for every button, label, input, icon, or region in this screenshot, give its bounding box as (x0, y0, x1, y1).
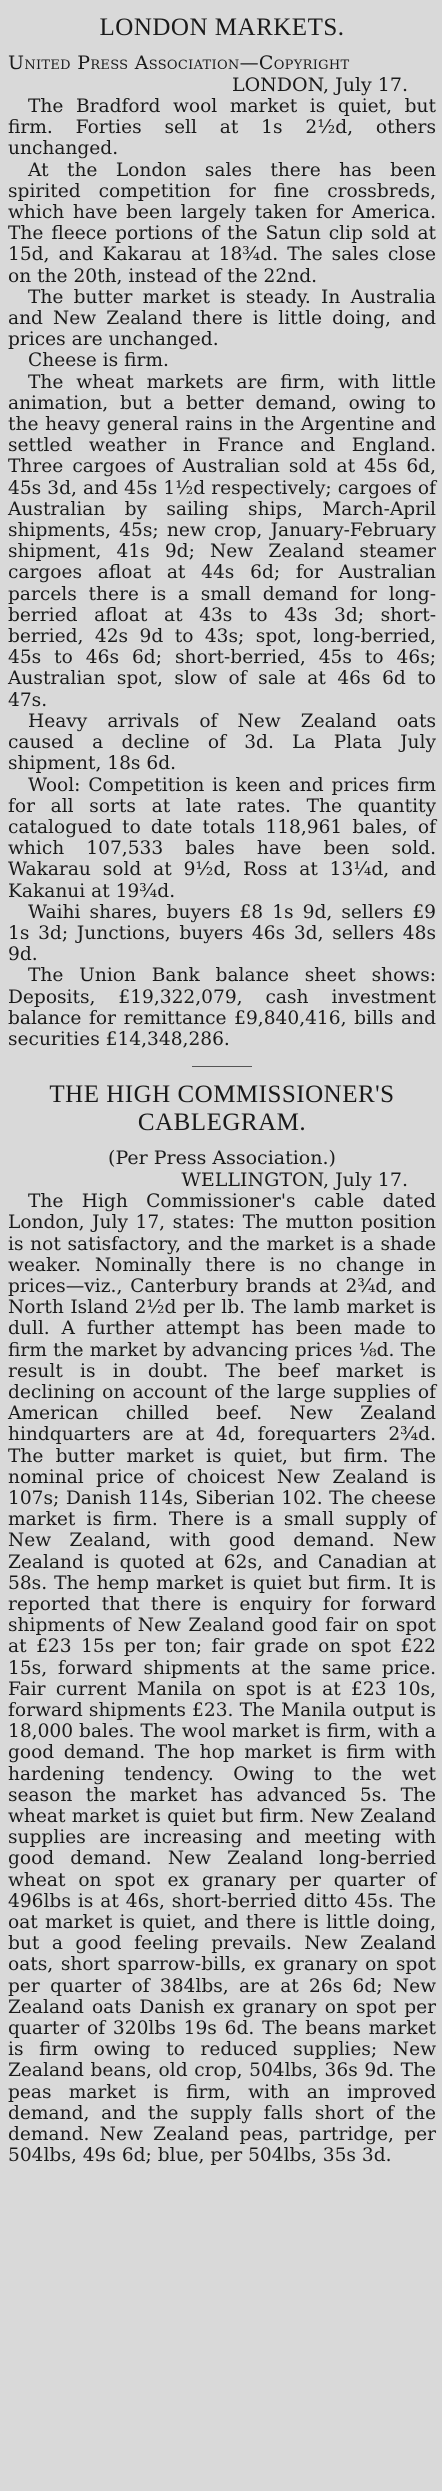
dateline: WELLINGTON, July 17. (181, 1169, 408, 1192)
article-title: LONDON MARKETS. (99, 14, 345, 41)
paragraph: The wheat markets are firm, with little animation, but a better demand, owing to the heavy general rains in the Argentine and settled weather in France and England. Three cargoes of Australian sold at 45s 6d, 45s 3d, and 45s 1½d respectively; cargoes of Australian by sailing ships, March-April shipments, 45s; new crop, January-February shipment, 41s 9d; New Zealand steamer cargoes afloat at 44s 6d; for Australian parcels there is a small demand for long-berried afloat at 43s to 43s 3d; short-berried, 42s 9d to 43s; spot, long-berried, 45s to 46s 6d; short-berried, 45s to 46s; Australian spot, slow of sale at 46s 6d to 47s. (8, 371, 436, 711)
paragraph: Cheese is firm. (28, 350, 169, 372)
paragraph: The butter market is steady. In Australia and New Zealand there is little doing, and prices are unchanged. (8, 286, 436, 351)
section-divider (192, 1066, 252, 1067)
paragraph: Wool: Competition is keen and prices firm for all sorts at late rates. The quantity catalogued to date totals 118,961 bales, of which 107,533 bales have been sold. Wakarau sold at 9½d, Ross at 13¼d, and Kakanui at 19¾d. (8, 774, 436, 902)
paragraph: The Bradford wool market is quiet, but firm. Forties sell at 1s 2½d, others unchanged. (8, 96, 436, 160)
paragraph: The High Commissioner's cable dated London, July 17, states: The mutton position is not satisfactory, and the market is a shade weaker. Nominally there is no change in prices—viz., Canterbury brands at 2¾d, and North Island 2½d per lb. The lamb market is dull. A further attempt has been made to firm the market by advancing prices ⅛d. The result is in doubt. The beef market is declining on account of the large supplies of American chilled beef. New Zealand hindquarters are at 4d, forequarters 2¾d. The butter market is quiet, but firm. The nominal price of choicest New Zealand is 107s; Danish 114s, Siberian 102. The cheese market is firm. There is a small supply of New Zealand, with good demand. New Zealand is quoted at 62s, and Canadian at 58s. The hemp market is quiet but firm. It is reported that there is enquiry for forward shipments of New Zealand good fair on spot at £23 15s per ton; fair grade on spot £22 15s, forward shipments at the same price. Fair current Manila on spot is at £23 10s, forward shipments £23. The Manila output is 18,000 bales. The wool market is firm, with a good demand. The hop market is firm with hardening tendency. Owing to the wet season the market has advanced 5s. The wheat market is quiet but firm. New Zealand supplies are increasing and meeting with good demand. New Zealand long-berried wheat on spot ex granary per quarter of 496lbs is at 46s, short-berried ditto 45s. The oat market is quiet, and there is little doing, but a good feeling prevails. New Zealand oats, short sparrow-bills, ex granary on spot per quarter of 384lbs, are at 26s 6d; New Zealand oats Danish ex granary on spot per quarter of 320lbs 19s 6d. The beans market is firm owing to reduced supplies; New Zealand beans, old crop, 504lbs, 36s 9d. The peas market is firm, with an improved demand, and the supply falls short of the demand. New Zealand peas, partridge, per 504lbs, 49s 6d; blue, per 504lbs, 35s 3d. (8, 1191, 436, 2167)
press-credit: United Press Association—Copyright (8, 52, 350, 74)
article-title-line2: CABLEGRAM. (137, 1109, 307, 1137)
article-high-commissioner (8, 1081, 436, 2166)
paragraph: Heavy arrivals of New Zealand oats caused a decline of 3d. La Plata July shipment, 18s 6d. (8, 710, 436, 775)
paragraph: Waihi shares, buyers £8 1s 9d, sellers £9 1s 3d; Junctions, buyers 46s 3d, sellers 48s 9d. (8, 901, 436, 966)
press-credit: (Per Press Association.) (108, 1147, 336, 1170)
article-london-markets (8, 14, 436, 1050)
paragraph: At the London sales there has been spirited competition for fine crossbreds, which have been largely taken for America. The fleece portions of the Satun clip sold at 15d, and Kakarau at 18¾d. The sales close on the 20th, instead of the 22nd. (8, 159, 436, 287)
dateline: LONDON, July 17. (231, 74, 408, 96)
article-title-line1: THE HIGH COMMISSIONER'S (49, 1081, 395, 1109)
paragraph: The Union Bank balance sheet shows: Deposits, £19,322,079, cash investment balance for remittance £9,840,416, bills and securities £14,348,286. (8, 965, 436, 1050)
